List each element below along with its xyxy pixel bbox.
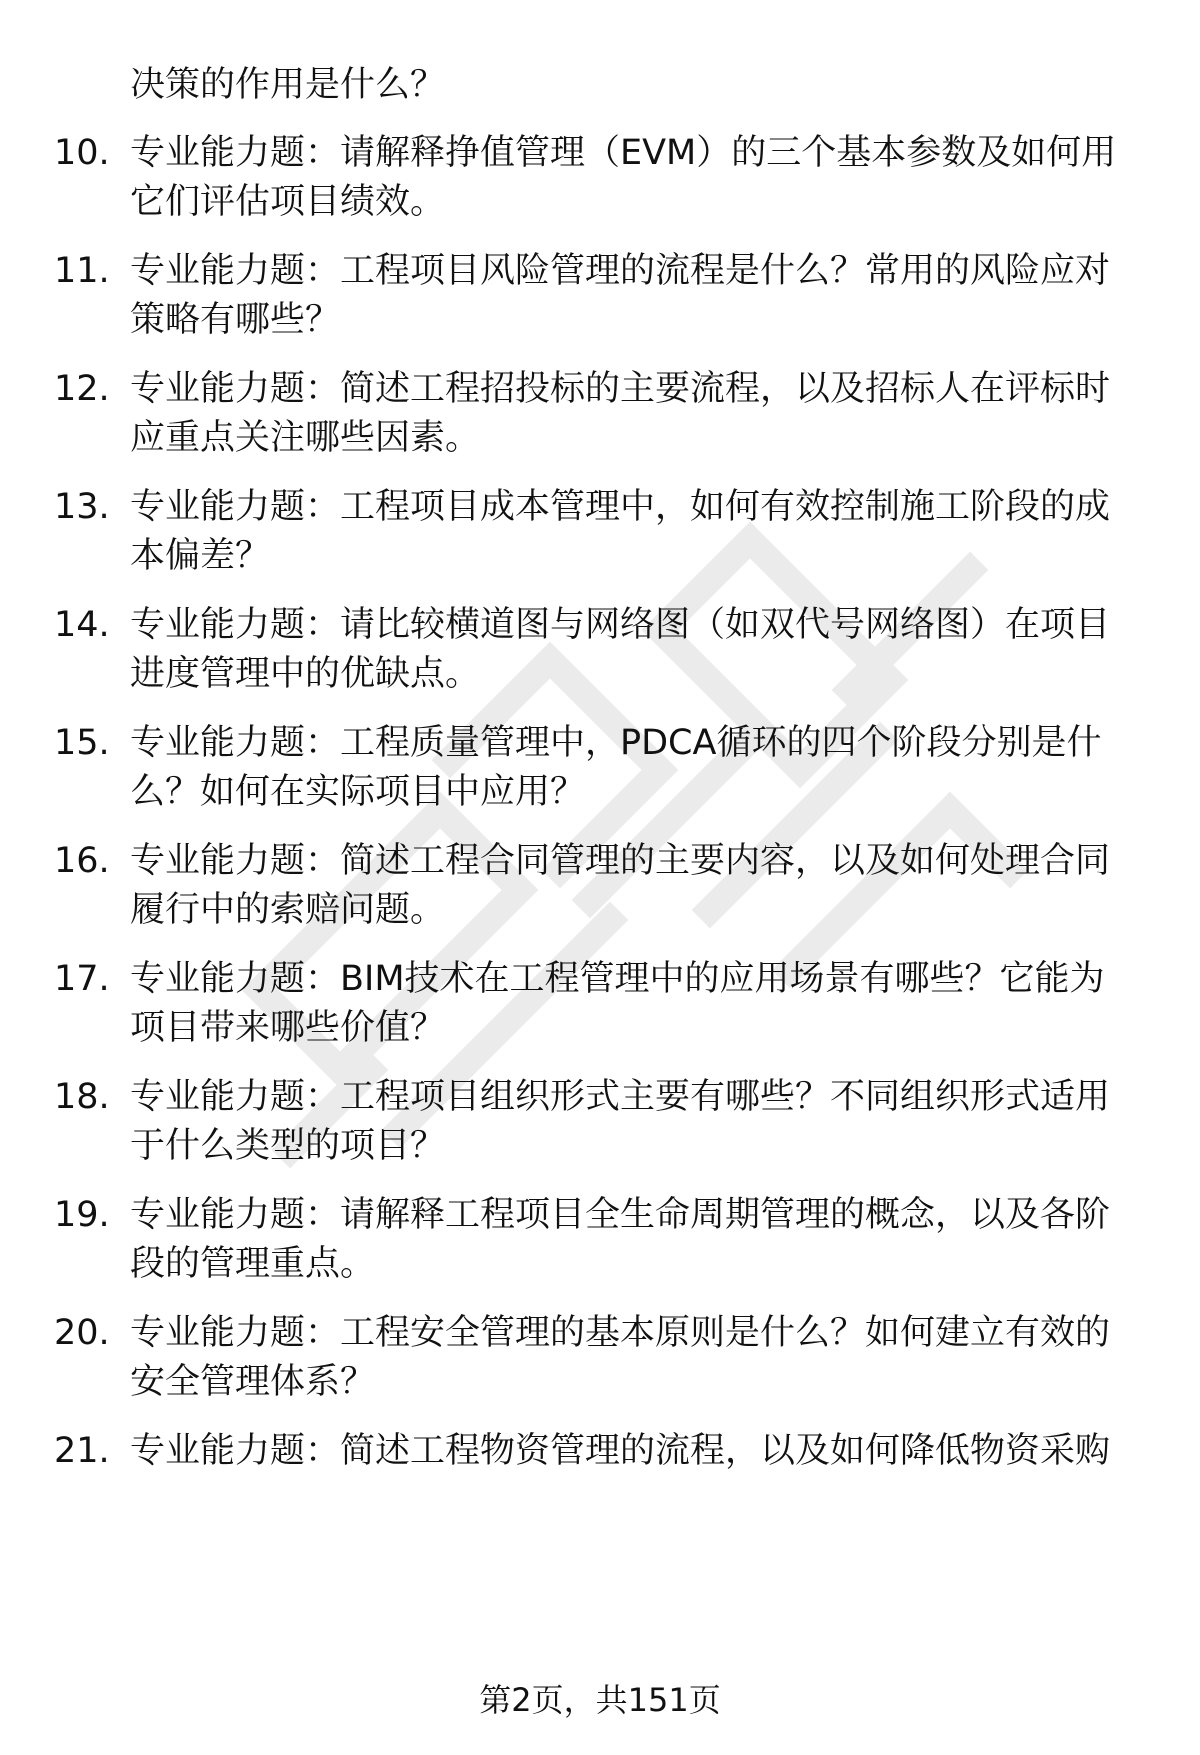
question-line: 于什么类型的项目？ xyxy=(130,1126,446,1166)
question-line: 专业能力题：简述工程物资管理的流程，以及如何降低物资采购 xyxy=(130,1431,1111,1471)
question-text xyxy=(130,1427,1150,1476)
question-text xyxy=(130,1073,1150,1171)
question-number: 17. xyxy=(54,959,110,999)
question-line: 专业能力题：请比较横道图与网络图（如双代号网络图）在项目 xyxy=(130,605,1111,645)
question-line: 专业能力题：工程项目风险管理的流程是什么？常用的风险应对 xyxy=(130,251,1111,291)
question-text xyxy=(130,483,1150,581)
question-line: 专业能力题：工程质量管理中，PDCA循环的四个阶段分别是什 xyxy=(130,723,1102,763)
question-line: 安全管理体系？ xyxy=(130,1362,376,1402)
question-number: 20. xyxy=(54,1313,110,1353)
question-text xyxy=(130,1191,1150,1289)
question-number: 19. xyxy=(54,1195,110,1235)
question-line: 进度管理中的优缺点。 xyxy=(130,654,481,694)
question-number: 16. xyxy=(54,841,110,881)
question-number: 21. xyxy=(54,1431,110,1471)
question-text xyxy=(130,365,1150,463)
question-text xyxy=(130,129,1150,227)
question-line: 么？如何在实际项目中应用？ xyxy=(130,772,586,812)
question-number: 10. xyxy=(54,133,110,173)
question-line: 专业能力题：工程项目成本管理中，如何有效控制施工阶段的成 xyxy=(130,487,1111,527)
page-footer: 第2页，共151页 xyxy=(479,1681,721,1719)
question-line: 项目带来哪些价值？ xyxy=(130,1008,446,1048)
question-number: 13. xyxy=(54,487,110,527)
question-line: 专业能力题：请解释挣值管理（EVM）的三个基本参数及如何用 xyxy=(130,133,1117,173)
question-line: 策略有哪些？ xyxy=(130,300,341,340)
question-text xyxy=(130,955,1150,1053)
question-number: 15. xyxy=(54,723,110,763)
question-number: 14. xyxy=(54,605,110,645)
question-text xyxy=(130,719,1150,817)
question-text xyxy=(130,247,1150,345)
question-number: 11. xyxy=(54,251,110,291)
question-line: 它们评估项目绩效。 xyxy=(130,182,446,222)
question-number: 18. xyxy=(54,1077,110,1117)
question-text xyxy=(130,837,1150,935)
question-number: 12. xyxy=(54,369,110,409)
question-text xyxy=(130,1309,1150,1407)
lead-line-continuation: 决策的作用是什么？ xyxy=(130,65,446,105)
question-line: 专业能力题：简述工程合同管理的主要内容，以及如何处理合同 xyxy=(130,841,1111,881)
question-line: 段的管理重点。 xyxy=(130,1244,376,1284)
question-line: 应重点关注哪些因素。 xyxy=(130,418,481,458)
question-text xyxy=(130,601,1150,699)
question-line: 专业能力题：BIM技术在工程管理中的应用场景有哪些？它能为 xyxy=(130,959,1105,999)
question-line: 本偏差？ xyxy=(130,536,271,576)
question-line: 专业能力题：工程项目组织形式主要有哪些？不同组织形式适用 xyxy=(130,1077,1111,1117)
question-line: 专业能力题：工程安全管理的基本原则是什么？如何建立有效的 xyxy=(130,1313,1111,1353)
question-line: 专业能力题：请解释工程项目全生命周期管理的概念，以及各阶 xyxy=(130,1195,1111,1235)
question-line: 专业能力题：简述工程招投标的主要流程，以及招标人在评标时 xyxy=(130,369,1111,409)
question-line: 履行中的索赔问题。 xyxy=(130,890,446,930)
